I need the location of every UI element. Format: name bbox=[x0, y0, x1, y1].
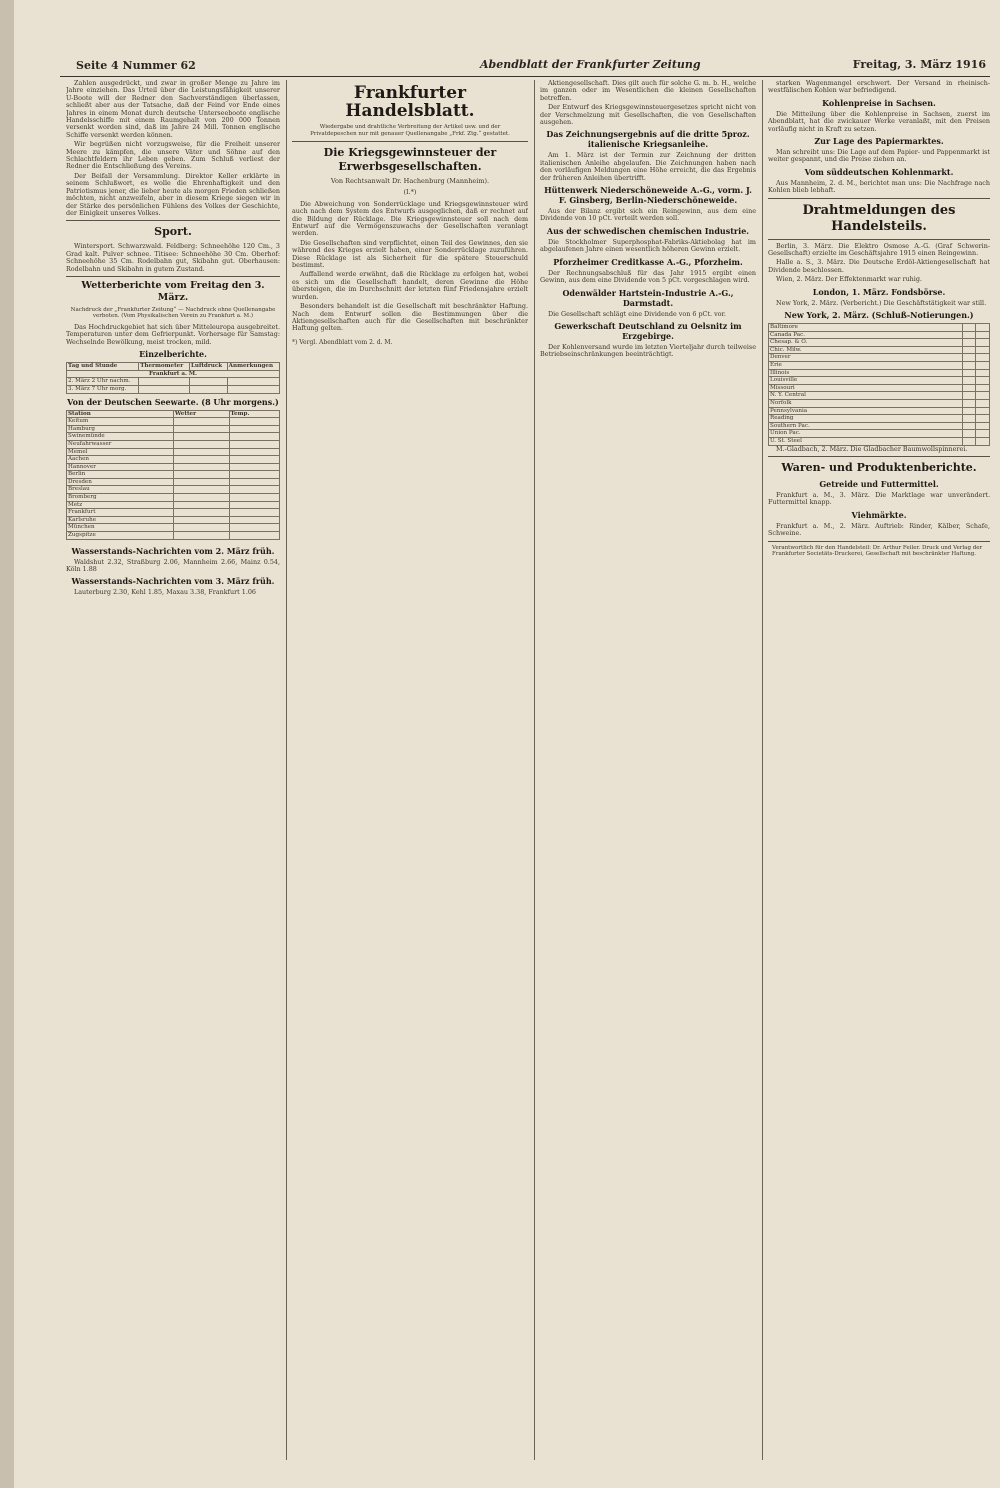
table-row bbox=[67, 494, 280, 502]
paragraph: Aus der Bilanz ergibt sich ein Reingewinn, aus dem eine Dividende von 10 pCt. verteilt werden soll. bbox=[540, 207, 756, 223]
security-name: Chesap. & O. bbox=[769, 339, 963, 347]
table-row bbox=[67, 532, 280, 540]
paragraph: Halle a. S., 3. März. Die Deutsche Erdöl-Aktiengesellschaft hat Dividende beschlossen. bbox=[768, 258, 990, 274]
paragraph: Die Gesellschaften sind verpflichtet, einen Teil des Gewinnes, den sie während des Krieges erzielt haben, einer Sonderrücklage zuzuführen. Diese Rücklage ist als Sicherheit für die spätere Steuerschuld bestimmt. bbox=[292, 238, 528, 270]
paragraph: Wir begrüßen nicht vorzugsweise, für die Freiheit unserer Meere zu kämpfen, die unsere Väter und Söhne auf den Schlachtfeldern ihr Leben geben. Zum Schluß verliest der Redner die Entschließung des Vereins. bbox=[66, 140, 280, 171]
weather-note: Nachdruck der „Frankfurter Zeitung“ — Nachdruck ohne Quellenangabe verboten. (Vom Physikalischen Verein zu Frankfurt a. M.) bbox=[70, 306, 276, 320]
subheading-london: London, 1. März. Fondsbörse. bbox=[812, 286, 946, 297]
paragraph: Der Beifall der Versammlung. Direktor Keller erklärte in seinem Schlußwort, es wolle die Ehrenhaftigkeit und den Patriotismus jener, die lieber heute als morgen Frieden schließen möchten, nicht anzweifeln, aber in diesem Kriege siegen wir in der Stärke des persönlichen Fühlens des Volkes der Geschichte, der Einigkeit unseres Volkes. bbox=[66, 171, 280, 217]
table-row bbox=[67, 418, 280, 426]
section-heading-waren: Waren- und Produktenberichte. bbox=[781, 461, 977, 474]
column-rule bbox=[534, 80, 535, 1460]
station-name: Frankfurt bbox=[67, 509, 174, 517]
column-3 bbox=[540, 80, 756, 1460]
subheading-einzelberichte: Einzelberichte. bbox=[139, 349, 207, 360]
paragraph: New York, 2. März. (Verbericht.) Die Geschäftstätigkeit war still. bbox=[776, 298, 987, 307]
paragraph: Waldshut 2.32, Straßburg 2.06, Mannheim 2.66, Mainz 0.54, Köln 1.88 bbox=[66, 557, 280, 574]
paragraph: Der Rechnungsabschluß für das Jahr 1915 ergibt einen Gewinn, aus dem eine Dividende von 5 pCt. vorgeschlagen wird. bbox=[540, 268, 756, 285]
station-name: Karlsruhe bbox=[67, 516, 174, 524]
masthead bbox=[60, 56, 990, 77]
section-heading-weather: Wetterberichte vom Freitag den 3. März. bbox=[81, 279, 265, 303]
heading-wasserstand-2: Wasserstands-Nachrichten vom 3. März früh. bbox=[71, 576, 275, 587]
station-name: Dresden bbox=[67, 478, 174, 486]
security-name: Pennsylvania bbox=[769, 407, 963, 415]
table-row bbox=[67, 425, 280, 433]
table-row bbox=[67, 501, 280, 509]
table-row bbox=[67, 456, 280, 464]
security-name: U. St. Steel bbox=[769, 438, 963, 446]
column-4 bbox=[768, 80, 990, 1460]
table-row bbox=[67, 448, 280, 456]
table-row bbox=[67, 433, 280, 441]
station-name: Breslau bbox=[67, 486, 174, 494]
paragraph: Wien, 2. März. Der Effektenmarkt war ruhig. bbox=[776, 275, 922, 284]
table-row bbox=[769, 339, 990, 347]
article-heading: Das Zeichnungsergebnis auf die dritte 5proz. italienische Kriegsanleihe. bbox=[546, 129, 750, 150]
paragraph: Berlin, 3. März. Die Elektro Osmose A.-G. (Graf Schwerin-Gesellschaft) erzielte im Geschäftsjahre 1915 einen Reingewinn. bbox=[768, 241, 990, 258]
station-name: Swinemünde bbox=[67, 433, 174, 441]
subheading-getreide: Getreide und Futtermittel. bbox=[819, 479, 939, 489]
station-name: Zugspitze bbox=[67, 532, 174, 540]
table-row bbox=[67, 440, 280, 448]
page-number: Seite 4 Nummer 62 bbox=[76, 59, 196, 72]
section-heading-drahtmeldungen: Drahtmeldungen des Handelsteils. bbox=[802, 202, 956, 234]
station-name: Hannover bbox=[67, 463, 174, 471]
table-row bbox=[769, 415, 990, 423]
column-rule bbox=[762, 80, 763, 1460]
section-heading-sport: Sport. bbox=[154, 225, 192, 239]
security-name: Louisville bbox=[769, 377, 963, 385]
paragraph: Wintersport. Schwarzwald. Feldberg: Schneehöhe 120 Cm., 3 Grad kalt. Pulver schnee. Titisee: Schneehöhe 30 Cm. Oberhof: Schneehöhe 35 Cm. Rodelbahn gut, Skibahn gut. Oberhausen: Rodelbahn und Skibahn in gutem Zustand. bbox=[66, 242, 280, 273]
station-name: Neufahrwasser bbox=[67, 440, 174, 448]
security-name: Norfolk bbox=[769, 400, 963, 408]
subheading-new-york: New York, 2. März. (Schluß-Notierungen.) bbox=[784, 310, 974, 321]
article-heading: Hüttenwerk Niederschöneweide A.-G., vorm. J. F. Ginsberg, Berlin-Niederschöneweide. bbox=[544, 185, 752, 206]
article-title: Die Kriegsgewinnsteuer der Erwerbsgesellschaften. bbox=[323, 146, 497, 173]
paragraph: Der Kohlenversand wurde im letzten Vierteljahr durch teilweise Betriebseinschränkungen beeinträchtigt. bbox=[540, 342, 756, 359]
station-name: Berlin bbox=[67, 471, 174, 479]
station-name: Keitum bbox=[67, 418, 174, 426]
paragraph: Der Entwurf des Kriegsgewinnsteuergesetzes spricht nicht von der Verschmelzung mit Gesellschaften, die von Gesellschaften ausgehen. bbox=[540, 103, 756, 127]
byline: Von Rechtsanwalt Dr. Hachenburg (Mannheim). bbox=[330, 177, 490, 185]
table-row bbox=[769, 346, 990, 354]
issue-date: Freitag, 3. März 1916 bbox=[852, 58, 986, 71]
table-row bbox=[67, 486, 280, 494]
article-part: (I.*) bbox=[403, 188, 417, 197]
subheading-seewarte: Von der Deutschen Seewarte. (8 Uhr morgens.) bbox=[67, 396, 279, 407]
table-row bbox=[769, 377, 990, 385]
section-heading-handelsblatt: Frankfurter Handelsblatt. bbox=[345, 83, 475, 121]
paragraph: Besonders behandelt ist die Gesellschaft mit beschränkter Haftung. Nach dem Entwurf sollen die Bestimmungen über die Aktiengesellschaften auch für die Gesellschaften mit beschränkter Haftung gelten. bbox=[292, 302, 528, 333]
footnote: *) Vergl. Abendblatt vom 2. d. M. bbox=[292, 338, 393, 346]
security-name: Missouri bbox=[769, 384, 963, 392]
weather-table-stations: Station Wetter Temp. Keitum Hamburg Swinemünde Neufahrwasser Memel Aachen Hannover Berlin Dresden Breslau Bromberg Metz Frankfurt Karlsruhe München Zugspitze bbox=[66, 410, 280, 540]
security-name: Chic. Milw. bbox=[769, 346, 963, 354]
paragraph: Das Hochdruckgebiet hat sich über Mitteleuropa ausgebreitet. Temperaturen unter dem Gefrierpunkt. Vorhersage für Samstag: Wechselnde Bewölkung, meist trocken, mild. bbox=[66, 322, 280, 346]
paragraph: Frankfurt a. M., 3. März. Die Marktlage war unverändert. Futtermittel knapp. bbox=[768, 491, 990, 507]
table-row bbox=[769, 392, 990, 400]
security-name: Denver bbox=[769, 354, 963, 362]
paragraph: Aktiengesellschaft. Dies gilt auch für solche G. m. b. H., welche im ganzen oder im Wesentlichen die kleinen Gesellschaften betreffen. bbox=[540, 80, 756, 102]
article-heading: Pforzheimer Creditkasse A.-G., Pforzheim. bbox=[553, 256, 743, 267]
security-name: Canada Pac. bbox=[769, 331, 963, 339]
page-gutter bbox=[0, 0, 14, 1488]
imprint: Verantwortlich für den Handelsteil: Dr. Arthur Feiler. Druck und Verlag der Frankfurter Societäts-Druckerei, Gesellschaft mit beschränkter Haftung. bbox=[772, 544, 983, 558]
table-row bbox=[769, 324, 990, 332]
paragraph: Am 1. März ist der Termin zur Zeichnung der dritten italienischen Anleihe abgelaufen. Die Zeichnungen haben nach den vorläufigen Meldungen eine Höhe erreicht, die das Ergebnis der früheren Anleihen übertrifft. bbox=[540, 151, 756, 182]
security-name: Reading bbox=[769, 415, 963, 423]
table-row bbox=[769, 430, 990, 438]
column-2 bbox=[292, 80, 528, 1460]
article-heading: Aus der schwedischen chemischen Industrie. bbox=[546, 225, 750, 236]
station-name: Metz bbox=[67, 501, 174, 509]
table-row bbox=[67, 478, 280, 486]
weather-table-frankfurt: Tag und Stunde Thermometer Luftdruck Anmerkungen Frankfurt a. M. 2. März 2 Uhr nachm. 3. März 7 Uhr morg. bbox=[66, 362, 280, 393]
paragraph: Die Stockholmer Superphosphat-Fabriks-Aktiebolag hat im abgelaufenen Jahre einen wesentlich höheren Gewinn erzielt. bbox=[540, 237, 756, 254]
security-name: Illinois bbox=[769, 369, 963, 377]
table-row bbox=[769, 384, 990, 392]
paragraph: Man schreibt uns: Die Lage auf dem Papier- und Pappenmarkt ist weiter gespannt, und die Preise ziehen an. bbox=[768, 148, 990, 164]
table-row bbox=[67, 516, 280, 524]
article-heading: Vom süddeutschen Kohlenmarkt. bbox=[804, 166, 954, 177]
article-heading: Zur Lage des Papiermarktes. bbox=[814, 136, 944, 147]
table-row bbox=[769, 422, 990, 430]
station-name: Bromberg bbox=[67, 494, 174, 502]
security-name: Erie bbox=[769, 362, 963, 370]
reprint-note: Wiedergabe und drahtliche Verbreitung der Artikel usw. und der Privatdepeschen nur mit genauer Quellenangabe „Frkf. Ztg.“ gestattet. bbox=[310, 124, 510, 137]
table-row bbox=[67, 471, 280, 479]
paragraph: Frankfurt a. M., 2. März. Auftrieb: Rinder, Kälber, Schafe, Schweine. bbox=[768, 521, 990, 538]
new-york-quotes-table bbox=[768, 323, 990, 446]
heading-wasserstand-1: Wasserstands-Nachrichten vom 2. März früh. bbox=[71, 545, 275, 556]
station-name: Memel bbox=[67, 448, 174, 456]
paragraph: Aus Mannheim, 2. d. M., berichtet man uns: Die Nachfrage nach Kohlen blieb lebhaft. bbox=[768, 178, 990, 195]
table-row bbox=[67, 524, 280, 532]
paragraph: M.-Gladbach, 2. März. Die Gladbacher Baumwollspinnerei. bbox=[776, 444, 968, 453]
article-heading: Gewerkschaft Deutschland zu Oelsnitz im Erzgebirge. bbox=[554, 320, 742, 341]
newspaper-title: Abendblatt der Frankfurter Zeitung bbox=[480, 58, 701, 71]
security-name: Baltimore bbox=[769, 324, 963, 332]
column-rule bbox=[286, 80, 287, 1460]
subheading-vieh: Viehmärkte. bbox=[851, 509, 907, 520]
paragraph: Die Abweichung von Sonderrücklage und Kriegsgewinnsteuer wird auch nach dem System des Entwurfs ausgeglichen, daß er rechnet auf die Bildung der Rücklage. Die Kriegsgewinnsteuer soll nach dem Entwurf auf die Vermögenszuwachs der Gesellschaften veranlagt werden. bbox=[292, 199, 528, 238]
paragraph: Lauterburg 2.30, Kehl 1.85, Maxau 3.38, Frankfurt 1.06 bbox=[74, 588, 256, 597]
table-row bbox=[769, 369, 990, 377]
paragraph: Auffallend werde erwähnt, daß die Rücklage zu erfolgen hat, wobei es sich um die Gesellschaft handelt, deren Gewinne die Höhe übersteigen, die im Durchschnitt der letzten fünf Friedensjahre erzielt wurden. bbox=[292, 270, 528, 301]
table-row bbox=[769, 331, 990, 339]
paragraph: Die Mitteilung über die Kohlenpreise in Sachsen, zuerst im Abendblatt, hat die zwickauer Werke veranlaßt, mit den Preisen vorläufig nicht in Kraft zu setzen. bbox=[768, 109, 990, 133]
station-name: Aachen bbox=[67, 456, 174, 464]
station-name: München bbox=[67, 524, 174, 532]
paragraph: starken Wagenmangel erschwert. Der Versand in rheinisch-westfälischen Kohlen war befriedigend. bbox=[768, 80, 990, 95]
article-heading: Kohlenpreise in Sachsen. bbox=[822, 97, 936, 108]
security-name: Union Pac. bbox=[769, 430, 963, 438]
table-row bbox=[67, 509, 280, 517]
table-row bbox=[769, 400, 990, 408]
paragraph: Zahlen ausgedrückt, und zwar in großer Menge zu Jahre im Jahre einziehen. Das Urteil über die Leistungsfähigkeit unserer U-Boote will der Redner den Sachverständigen überlassen, schließt aber aus der Tatsache, daß der Feind vor Ende eines Jahres in einem Monat durch deutsche Unterseeboote englische Handelsschiffe mit einem Raumgehalt von 200 000 Tonnen versenkt worden sind, daß im Jahre 24 Mill. Tonnen englische Schiffe versenkt werden können. bbox=[66, 80, 280, 139]
security-name: Southern Pac. bbox=[769, 422, 963, 430]
article-heading: Odenwälder Hartstein-Industrie A.-G., Darmstadt. bbox=[562, 287, 734, 308]
security-name: N. Y. Central bbox=[769, 392, 963, 400]
table-row bbox=[769, 407, 990, 415]
table-row bbox=[769, 354, 990, 362]
station-name: Hamburg bbox=[67, 425, 174, 433]
table-row bbox=[67, 463, 280, 471]
column-1 bbox=[66, 80, 280, 1460]
table-row bbox=[769, 438, 990, 446]
paragraph: Die Gesellschaft schlägt eine Dividende von 6 pCt. vor. bbox=[548, 309, 726, 318]
table-row bbox=[769, 362, 990, 370]
